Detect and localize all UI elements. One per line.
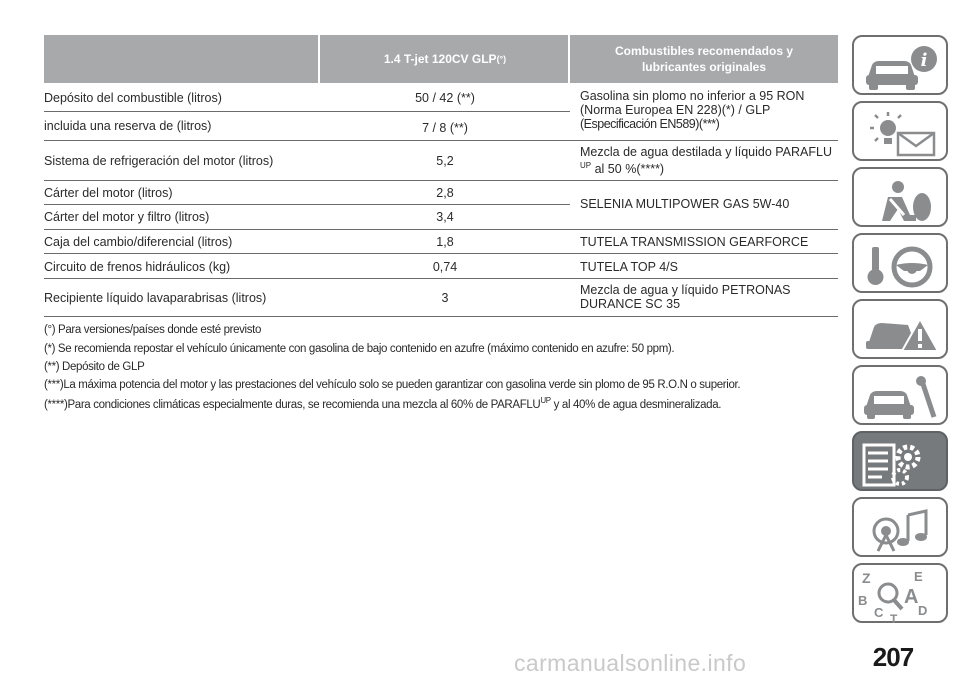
index-letter-icon: T: [890, 612, 898, 625]
car-info-icon: [854, 37, 950, 97]
key-steering-wheel-icon: [854, 235, 950, 295]
fuel-gasoline-glp: / GLP: [734, 103, 771, 117]
header-fuels-line1: Combustibles recomendados y: [614, 44, 794, 58]
row-divider: [44, 229, 838, 230]
header-engine-note: (°): [496, 54, 507, 64]
footnote-3: (**) Depósito de GLP: [44, 361, 145, 373]
row-value: [320, 121, 570, 135]
fuel-oil: [570, 197, 838, 211]
value-text: 7 / 8: [422, 121, 447, 135]
index-letter-icon: C: [874, 605, 884, 620]
fuel-washer: [570, 283, 838, 311]
index-letter-icon: A: [904, 586, 919, 608]
technical-data-icon: [854, 433, 950, 493]
index-letter-icon: D: [918, 603, 928, 618]
tab-maintenance[interactable]: [852, 365, 948, 425]
fuel-brake-text: TUTELA TOP 4/S: [580, 260, 678, 274]
footnote-2: (*) Se recomienda repostar el vehículo únicamente con gasolina de bajo contenido en azufre (máximo contenido en azufre: 50 ppm).: [44, 343, 675, 355]
index-letter-icon: E: [914, 569, 923, 584]
value-note: (**): [449, 121, 468, 135]
fuel-gasoline-line2: [580, 103, 838, 117]
value-text: 50 / 42: [415, 91, 454, 105]
index-letter-icon: B: [858, 593, 868, 608]
fuel-washer-line2: DURANCE SC 35: [580, 297, 681, 311]
fuel-brake: [570, 260, 838, 274]
fuel-coolant-line2: [580, 159, 838, 176]
tab-index[interactable]: [852, 563, 948, 623]
header-engine: [320, 35, 570, 83]
row-value: 1,8: [436, 235, 454, 249]
page-number: 207: [872, 642, 914, 672]
index-letter-icon: Z: [862, 570, 871, 586]
footnote-1: (°) Para versiones/países donde esté previsto: [44, 324, 262, 336]
row-label: Sistema de refrigeración del motor (litros): [44, 154, 274, 168]
fuel-oil-text: SELENIA MULTIPOWER GAS 5W-40: [580, 197, 790, 211]
row-divider: [44, 180, 838, 181]
row-label: incluida una reserva de (litros): [44, 119, 212, 133]
header-fuels-line2: lubricantes originales: [641, 60, 767, 74]
value-note: (**): [456, 91, 475, 105]
table-bottom-line: [44, 316, 838, 317]
row-label: Circuito de frenos hidráulicos (kg): [44, 260, 231, 274]
fuel-gasoline-norm: (Norma Europea EN 228): [580, 103, 722, 117]
tab-multimedia[interactable]: [852, 497, 948, 557]
fuel-washer-line1: Mezcla de agua y líquido PETRONAS: [580, 283, 791, 297]
fuel-coolant: [570, 145, 838, 176]
fuel-gasoline-line1: Gasolina sin plomo no inferior a 95 RON: [580, 89, 805, 103]
tab-emergency[interactable]: [852, 299, 948, 359]
multimedia-icon: [854, 499, 950, 559]
fuel-gasoline-note: (*): [721, 103, 735, 117]
row-value: 3: [441, 291, 449, 305]
table-header: [44, 35, 838, 83]
row-divider: [44, 253, 838, 254]
header-fuels: [570, 35, 838, 83]
row-value: 2,8: [436, 186, 454, 200]
alphabetical-index-icon: [854, 565, 950, 625]
fuel-coolant-line1: Mezcla de agua destilada y líquido PARAFLU: [580, 145, 832, 159]
row-value: 3,4: [436, 210, 454, 224]
row-divider: [44, 111, 570, 112]
footnote-4: (***)La máxima potencia del motor y las prestaciones del vehículo solo se pueden garantizar con gasolina verde sin plomo de 95 R.O.N o superior.: [44, 379, 741, 391]
tab-car-info[interactable]: [852, 35, 948, 95]
row-label: Recipiente líquido lavaparabrisas (litros): [44, 291, 267, 305]
row-label: Depósito del combustible (litros): [44, 91, 222, 105]
fuel-gearbox-text: TUTELA TRANSMISSION GEARFORCE: [580, 235, 809, 249]
fuel-coolant-sup: UP: [580, 161, 592, 170]
row-label: Caja del cambio/diferencial (litros): [44, 235, 233, 249]
tab-technical-data[interactable]: [852, 431, 948, 491]
fuel-coolant-ratio: al 50 %: [594, 162, 637, 177]
footnote-5-end: y al 40% de agua desmineralizada.: [553, 398, 722, 411]
row-divider: [44, 278, 838, 279]
watermark: carmanualsonline.info: [514, 650, 747, 676]
row-divider: [44, 204, 570, 205]
row-value: 5,2: [436, 154, 454, 168]
header-engine-label: 1.4 T-jet 120CV GLP: [383, 52, 497, 66]
fuel-gasoline: [570, 89, 838, 131]
tab-safety[interactable]: [852, 167, 948, 227]
svg-text:i: i: [920, 50, 928, 71]
row-value: [320, 91, 570, 105]
row-divider: [44, 140, 838, 141]
footnote-5-text: (****)Para condiciones climáticas especialmente duras, se recomienda una mezcla al 60% de PARAFLU: [44, 398, 541, 411]
row-label: Cárter del motor (litros): [44, 186, 173, 200]
seatbelt-airbag-icon: [854, 169, 950, 229]
tab-starting-driving[interactable]: [852, 233, 948, 293]
fuel-gearbox: [570, 235, 838, 249]
fuel-coolant-note: (****): [636, 162, 665, 177]
footnote-5-sup: UP: [540, 396, 551, 405]
car-breakdown-icon: [854, 301, 950, 361]
tab-warning-lights[interactable]: [852, 101, 948, 161]
car-maintenance-icon: [854, 367, 950, 427]
warning-lights-icon: [854, 103, 950, 163]
footnote-5: [44, 396, 721, 411]
fuel-gasoline-line3: (Especificación EN589)(***): [580, 117, 720, 131]
row-label: Cárter del motor y filtro (litros): [44, 210, 210, 224]
row-value: 0,74: [432, 260, 458, 274]
